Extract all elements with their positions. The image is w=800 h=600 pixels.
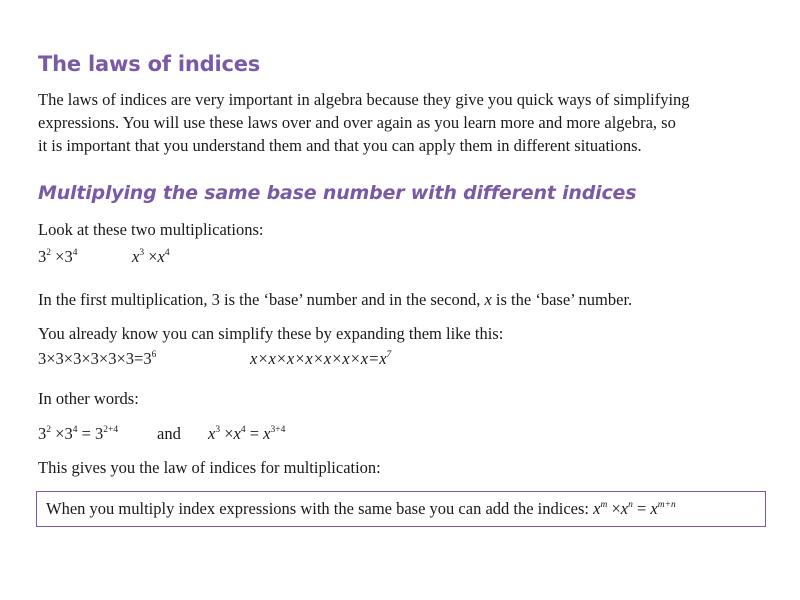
- exponent: m: [600, 500, 608, 510]
- exponent: 4: [164, 248, 170, 258]
- law-intro-text: This gives you the law of indices for multiplication:: [38, 458, 381, 477]
- other-words-text: In other words:: [38, 389, 139, 408]
- intro-line-1: The laws of indices are very important in algebra because they give you quick ways of simplifying: [38, 90, 690, 109]
- numeric-summary: $3^2 \times 3^4 = 3^{2+4}$: [38, 424, 119, 443]
- exponent: 4: [72, 425, 78, 435]
- base-3: 3: [38, 424, 47, 443]
- explain-part-2: is the ‘base’ number.: [491, 290, 633, 309]
- base-3: 3: [38, 247, 47, 266]
- algebraic-expansion: [250, 349, 391, 369]
- page-title: The laws of indices: [38, 52, 261, 76]
- exponent: m+n: [657, 500, 676, 510]
- exponent: 3+4: [270, 425, 286, 435]
- exponent: 3: [215, 425, 221, 435]
- rule-statement: When you multiply index expressions with the same base you can add the indices:: [46, 499, 594, 518]
- base-3: 3: [95, 424, 104, 443]
- base-x: x: [593, 499, 601, 518]
- times-sign: ×: [148, 247, 158, 266]
- exponent: 2: [46, 248, 51, 258]
- base-x: x: [157, 247, 165, 266]
- base-x: x: [208, 424, 216, 443]
- base-x: x: [132, 247, 140, 266]
- exponent: 4: [240, 425, 246, 435]
- times-sign: ×: [611, 499, 621, 518]
- exponent: 2+4: [103, 425, 119, 435]
- times-sign: ×: [55, 247, 65, 266]
- law-rule-text: When you multiply index expressions with the same base you can add the indices: $x^m \times x^n = x^{m+n}$: [46, 499, 676, 518]
- exponent: 7: [386, 350, 392, 360]
- expand-intro-text: You already know you can simplify these by expanding them like this:: [38, 324, 504, 343]
- base-3: 3: [64, 424, 73, 443]
- times-sign: ×: [224, 424, 234, 443]
- base-x: x: [263, 424, 271, 443]
- exponent: n: [628, 500, 633, 510]
- base-x: x: [650, 499, 658, 518]
- intro-line-3: it is important that you understand them and that you can apply them in different situations.: [38, 136, 642, 155]
- exponent: 2: [46, 425, 51, 435]
- explain-part-1: In the first multiplication, 3 is the ‘base’ number and in the second,: [38, 290, 485, 309]
- intro-line-2: expressions. You will use these laws over and over again as you learn more and more algebra, so: [38, 113, 676, 132]
- look-at-text: Look at these two multiplications:: [38, 220, 264, 239]
- base-x: x: [233, 424, 241, 443]
- explain-base-text: [38, 290, 632, 310]
- explain-var: x: [484, 290, 492, 309]
- section-heading: Multiplying the same base number with different indices: [38, 182, 637, 204]
- exponent: 6: [151, 350, 157, 360]
- exponent: 4: [72, 248, 78, 258]
- numeric-expansion: [38, 349, 156, 369]
- algebraic-expansion-text: x×x×x×x×x×x×x=x: [250, 349, 387, 368]
- example-numeric: [38, 247, 77, 267]
- algebraic-summary: $x^3 \times x^4 = x^{3+4}$: [208, 424, 286, 443]
- exponent: 3: [139, 248, 145, 258]
- base-x: x: [620, 499, 629, 518]
- times-sign: ×: [55, 424, 65, 443]
- numeric-expansion-text: 3×3×3×3×3×3=3: [38, 349, 152, 368]
- and-word: and: [157, 424, 181, 443]
- base-3: 3: [64, 247, 73, 266]
- law-rule-box: [36, 491, 766, 527]
- example-algebraic: [132, 247, 170, 267]
